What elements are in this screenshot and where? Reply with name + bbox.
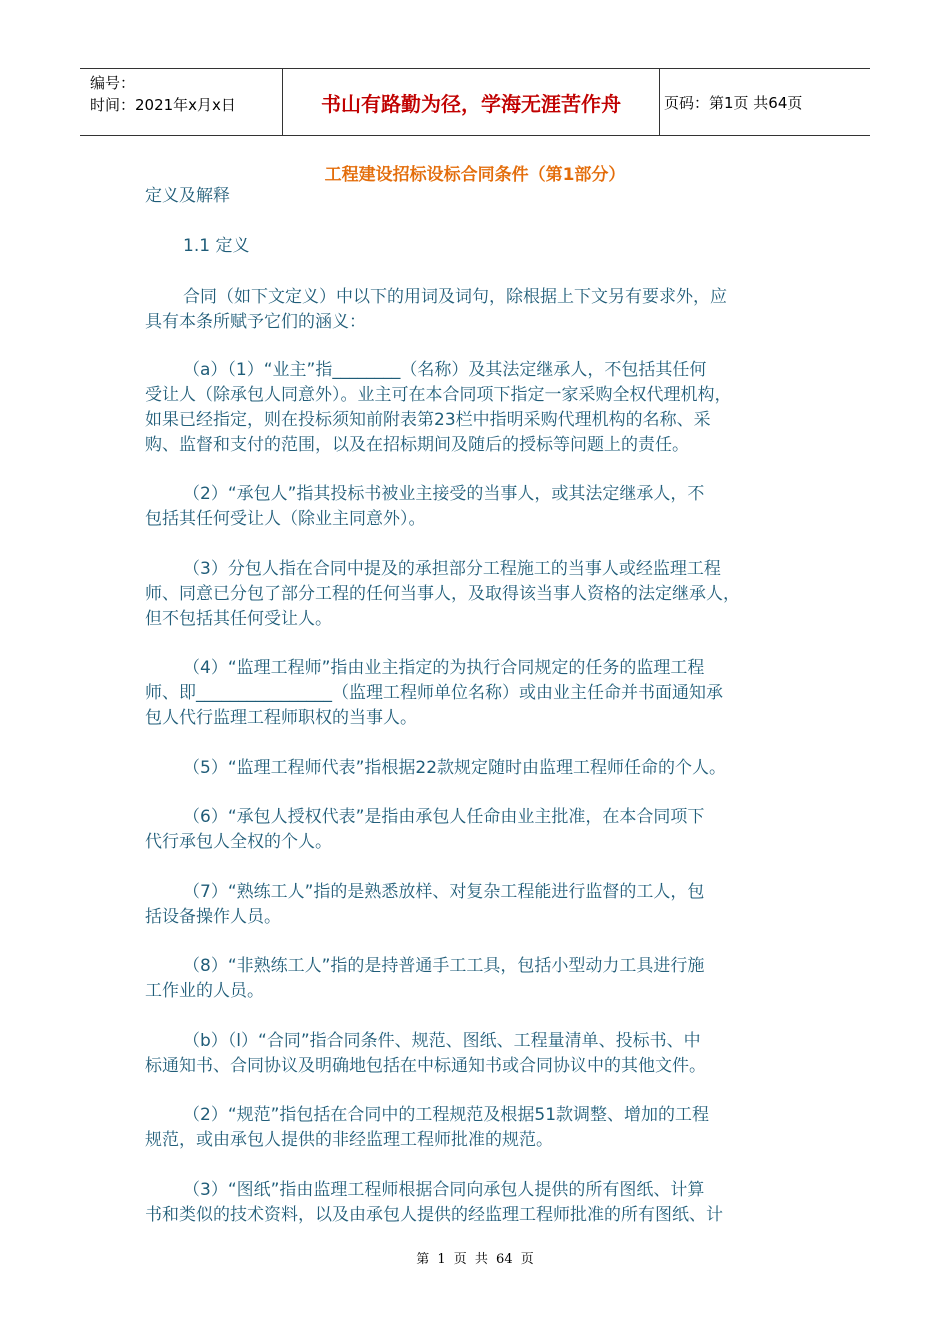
section-heading: 定义及解释 [145,186,230,206]
document-time-label: 时间：2021年x月x日 [90,96,236,114]
paragraph-line: （3）“图纸”指由监理工程师根据合同向承包人提供的所有图纸、计算 [183,1180,705,1200]
paragraph-line: 包人代行监理工程师职权的当事人。 [145,708,417,728]
paragraph-line: 括设备操作人员。 [145,907,281,927]
paragraph-line: 具有本条所赋予它们的涵义： [145,312,366,332]
paragraph-line: 但不包括其任何受让人。 [145,609,332,629]
header-page-cell [660,69,870,135]
page-footer: 第 1 页 共 64 页 [416,1252,534,1267]
subsection-heading: 1.1 定义 [183,236,250,256]
header-page-info: 页码：第1页 共64页 [664,93,803,112]
document-title: 工程建设招标设标合同条件（第1部分） [324,165,626,185]
paragraph-line: 购、监督和支付的范围，以及在招标期间及随后的授标等问题上的责任。 [145,435,689,455]
paragraph-line: 合同（如下文定义）中以下的用词及词句，除根据上下文另有要求外，应 [183,287,727,307]
header-meta-cell [80,69,282,135]
paragraph-line: （8）“非熟练工人”指的是持普通手工工具，包括小型动力工具进行施 [183,956,705,976]
paragraph-line: （7）“熟练工人”指的是熟悉放样、对复杂工程能进行监督的工人，包 [183,882,705,902]
paragraph-line: 师、即________________（监理工程师单位名称）或由业主任命并书面通知承 [145,683,723,703]
paragraph-line: 如果已经指定，则在投标须知前附表第23栏中指明采购代理机构的名称、采 [145,410,711,430]
paragraph-line: （2）“承包人”指其投标书被业主接受的当事人，或其法定继承人，不 [183,484,705,504]
paragraph-line: 规范，或由承包人提供的非经监理工程师批准的规范。 [145,1130,553,1150]
paragraph-line: 受让人（除承包人同意外）。业主可在本合同项下指定一家采购全权代理机构， [145,385,732,405]
header-motto: 书山有路勤为径，学海无涯苦作舟 [321,91,621,116]
paragraph-line: （4）“监理工程师”指由业主指定的为执行合同规定的任务的监理工程 [183,658,705,678]
paragraph-line: 代行承包人全权的个人。 [145,832,332,852]
paragraph-line: （3）分包人指在合同中提及的承担部分工程施工的当事人或经监理工程 [183,559,721,579]
paragraph-line: 包括其任何受让人（除业主同意外）。 [145,509,426,529]
paragraph-line: 书和类似的技术资料，以及由承包人提供的经监理工程师批准的所有图纸、计 [145,1205,723,1225]
paragraph-line: 标通知书、合同协议及明确地包括在中标通知书或合同协议中的其他文件。 [145,1056,706,1076]
paragraph-line: （b）（l）“合同”指合同条件、规范、图纸、工程量清单、投标书、中 [183,1031,701,1051]
header-motto-cell [282,69,660,135]
paragraph-line: （2）“规范”指包括在合同中的工程规范及根据51款调整、增加的工程 [183,1105,710,1125]
document-number-label: 编号： [90,74,136,92]
paragraph-line: （a）（1）“业主”指________（名称）及其法定继承人，不包括其任何 [183,360,707,380]
paragraph-line: 师、同意已分包了部分工程的任何当事人，及取得该当事人资格的法定继承人， [145,584,740,604]
header-table [80,68,870,136]
paragraph-line: （6）“承包人授权代表”是指由承包人任命由业主批准，在本合同项下 [183,807,705,827]
paragraph-line: 工作业的人员。 [145,981,264,1001]
paragraph-line: （5）“监理工程师代表”指根据22款规定随时由监理工程师任命的个人。 [183,758,727,778]
